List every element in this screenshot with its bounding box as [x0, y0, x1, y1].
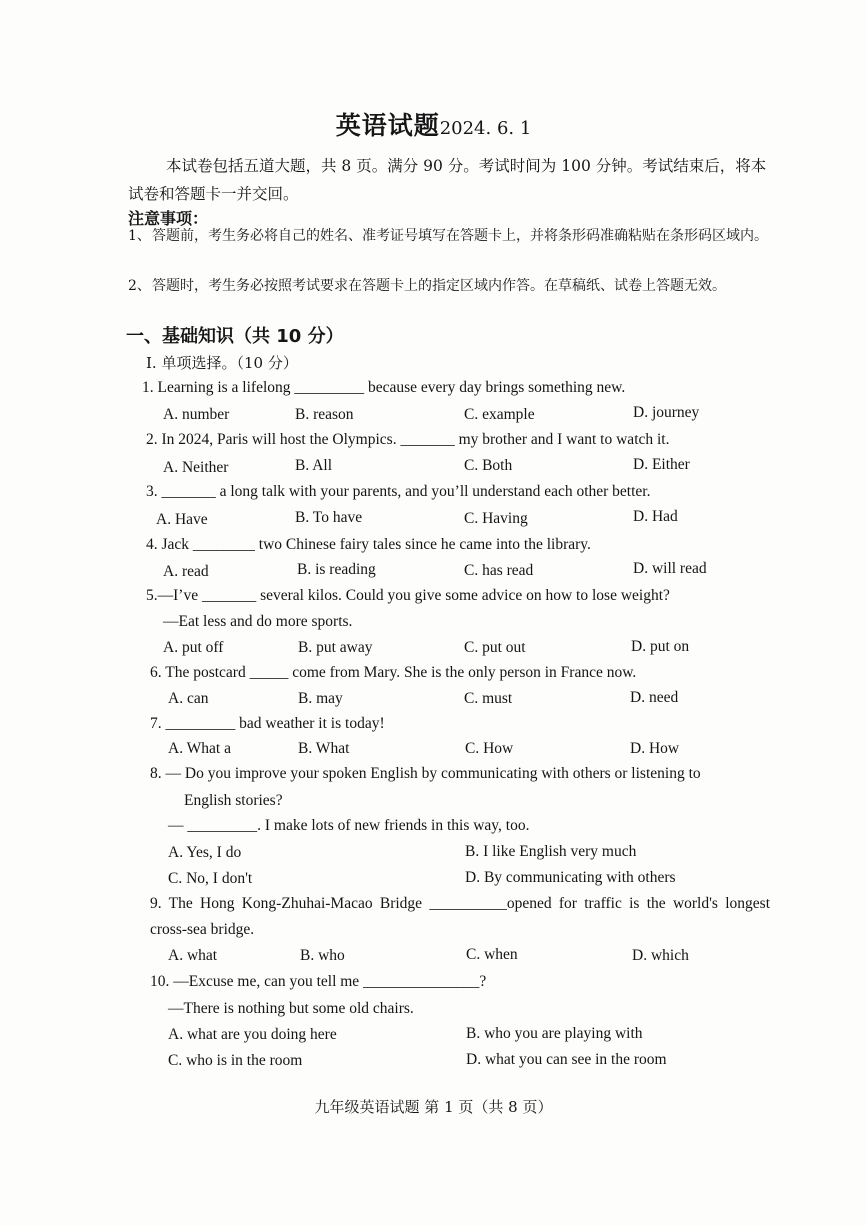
q10-option-a: A. what are you doing here	[168, 1026, 337, 1043]
q9-option-c: C. when	[466, 946, 518, 963]
question-6-stem: 6. The postcard _____ come from Mary. She is the only person in France now.	[150, 664, 637, 681]
exam-intro: 本试卷包括五道大题，共 8 页。满分 90 分。考试时间为 100 分钟。考试结束后，将本试卷和答题卡一并交回。	[128, 157, 767, 203]
question-4-stem: 4. Jack ________ two Chinese fairy tales since he came into the library.	[146, 536, 591, 553]
q7-option-b: B. What	[298, 740, 350, 757]
q4-option-d: D. will read	[633, 560, 707, 577]
q1-option-a: A. number	[163, 406, 230, 423]
q7-option-d: D. How	[630, 740, 680, 757]
q1-option-c: C. example	[464, 406, 535, 423]
question-9-stem	[150, 891, 770, 943]
q3-option-a: A. Have	[156, 511, 208, 528]
q4-option-b: B. is reading	[297, 561, 376, 578]
q3-option-b: B. To have	[295, 509, 363, 526]
q2-option-d: D. Either	[633, 456, 690, 473]
q7-option-c: C. How	[465, 740, 514, 757]
question-8-response: — _________. I make lots of new friends in this way, too.	[168, 817, 530, 834]
page-footer: 九年级英语试题 第 1 页（共 8 页）	[314, 1098, 553, 1116]
q9-option-d: D. which	[632, 947, 689, 964]
q6-option-c: C. must	[464, 690, 513, 707]
notice-item-text: 答题时，考生务必按照考试要求在答题卡上的指定区域内作答。在草稿纸、试卷上答题无效。	[152, 278, 726, 294]
notice-heading: 注意事项：	[128, 209, 209, 228]
q9-option-b: B. who	[300, 947, 345, 964]
q10-option-b: B. who you are playing with	[466, 1025, 643, 1042]
notice-item	[128, 224, 776, 249]
question-3-stem: 3. _______ a long talk with your parents, and you’ll understand each other better.	[146, 483, 651, 500]
q10-option-d: D. what you can see in the room	[466, 1051, 667, 1068]
q4-option-a: A. read	[163, 563, 209, 580]
q6-option-d: D. need	[630, 689, 679, 706]
question-8-stem-continued: English stories?	[184, 792, 283, 809]
notice-item-number: 2、	[128, 278, 151, 294]
section-heading: 一、基础知识（共 10 分）	[126, 326, 344, 347]
q4-option-c: C. has read	[464, 562, 534, 579]
q8-option-a: A. Yes, I do	[168, 844, 242, 861]
q8-option-c: C. No, I don't	[168, 870, 253, 887]
question-1-stem: 1. Learning is a lifelong _________ because every day brings something new.	[142, 379, 626, 396]
question-2-stem: 2. In 2024, Paris will host the Olympics. _______ my brother and I want to watch it.	[146, 431, 670, 448]
question-7-stem: 7. _________ bad weather it is today!	[150, 715, 385, 732]
notice-item-text: 答题前，考生务必将自己的姓名、准考证号填写在答题卡上，并将条形码准确粘贴在条形码区域内。	[152, 228, 768, 244]
q8-option-d: D. By communicating with others	[465, 869, 676, 886]
q5-option-a: A. put off	[163, 639, 224, 656]
question-10-response: —There is nothing but some old chairs.	[168, 1000, 414, 1017]
subsection-heading: I. 单项选择。（10 分）	[146, 354, 298, 372]
q6-option-b: B. may	[298, 690, 343, 707]
notice-item-number: 1、	[128, 228, 151, 244]
q1-option-d: D. journey	[633, 404, 700, 421]
question-5-response: —Eat less and do more sports.	[163, 613, 353, 630]
question-9-text: 9. The Hong Kong-Zhuhai-Macao Bridge __________opened for traffic is the world's longest cross-sea bridge.	[150, 895, 770, 938]
question-5-stem: 5.—I’ve _______ several kilos. Could you give some advice on how to lose weight?	[146, 587, 670, 604]
q2-option-c: C. Both	[464, 457, 513, 474]
page-title	[0, 106, 867, 142]
question-8-stem: 8. — Do you improve your spoken English by communicating with others or listening to	[150, 765, 701, 782]
notice-item	[128, 274, 776, 299]
q8-option-b: B. I like English very much	[465, 843, 637, 860]
q5-option-c: C. put out	[464, 639, 526, 656]
question-10-stem: 10. —Excuse me, can you tell me _______________?	[150, 973, 487, 990]
q3-option-d: D. Had	[633, 508, 678, 525]
q2-option-b: B. All	[295, 457, 333, 474]
q1-option-b: B. reason	[295, 406, 354, 423]
title-date: 2024. 6. 1	[439, 118, 532, 139]
q2-option-a: A. Neither	[163, 459, 229, 476]
q7-option-a: A. What a	[168, 740, 231, 757]
q10-option-c: C. who is in the room	[168, 1052, 303, 1069]
q3-option-c: C. Having	[464, 510, 528, 527]
q9-option-a: A. what	[168, 947, 218, 964]
q5-option-b: B. put away	[298, 639, 373, 656]
q5-option-d: D. put on	[631, 638, 690, 655]
title-main: 英语试题	[335, 111, 440, 140]
q6-option-a: A. can	[168, 690, 209, 707]
